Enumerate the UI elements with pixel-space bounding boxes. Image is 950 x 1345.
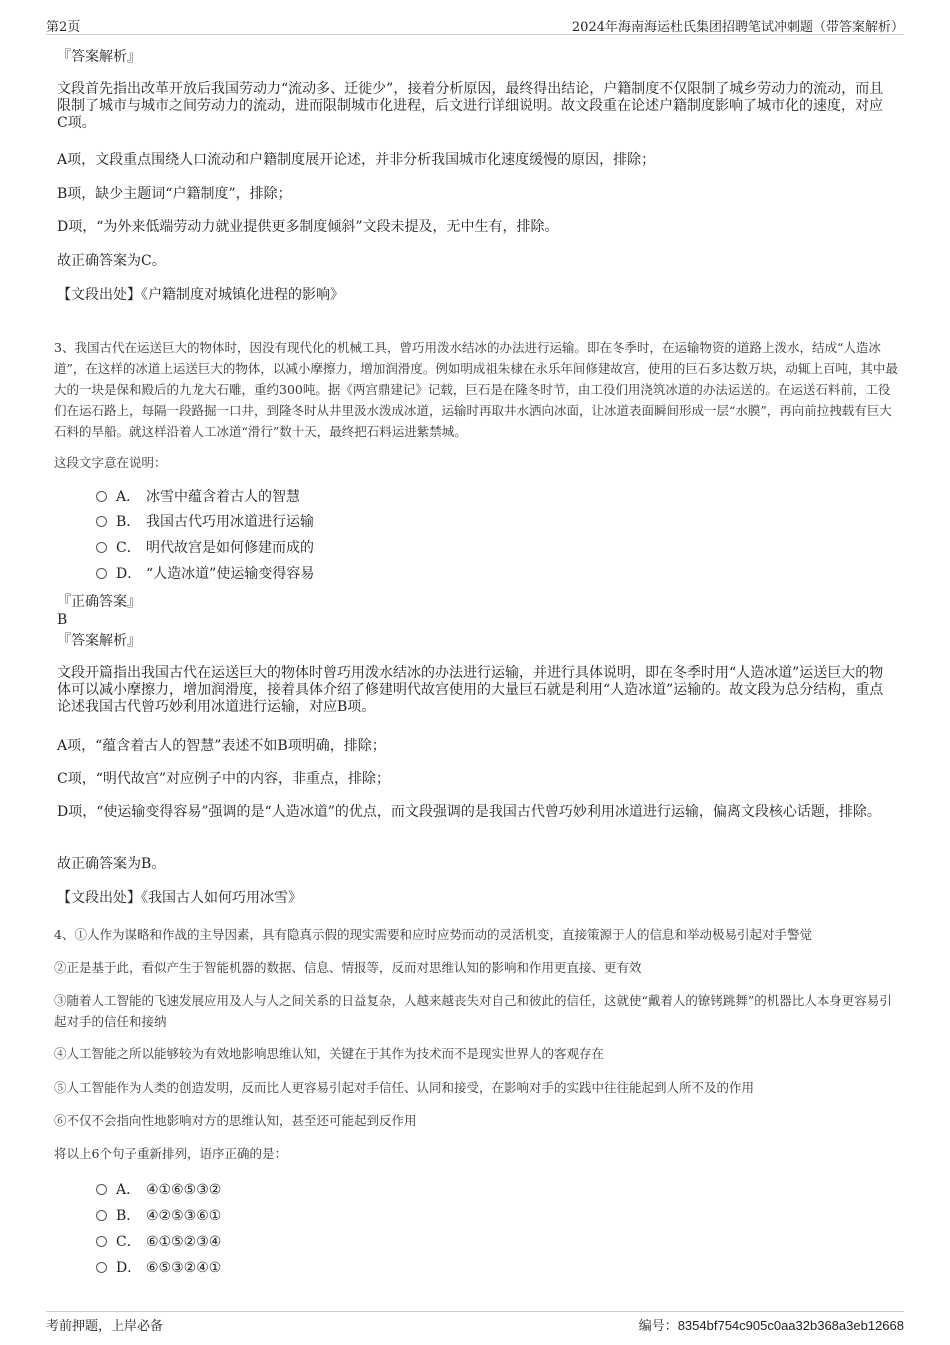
- q3-option-a-explanation: A项，“蕴含着古人的智慧”表述不如B项明确，排除；: [57, 738, 386, 754]
- page-header: [46, 14, 904, 35]
- document-code: 编号：8354bf754c905c0aa32b368a3eb12668: [638, 1318, 904, 1333]
- q3-analysis-label: 『答案解析』: [57, 633, 141, 649]
- radio-icon[interactable]: [96, 1236, 107, 1247]
- q3-correct-label: 『正确答案』: [57, 594, 141, 610]
- q4-option-c[interactable]: [96, 1234, 221, 1251]
- q2-option-d-explanation: D项，“为外来低端劳动力就业提供更多制度倾斜”文段未提及，无中生有，排除。: [57, 219, 559, 235]
- q4-option-d[interactable]: [96, 1260, 221, 1277]
- q3-prompt: 这段文字意在说明：: [54, 455, 167, 470]
- q3-option-c[interactable]: [96, 540, 314, 557]
- q4-sentence-6: ⑥不仅不会指向性地影响对方的思维认知，甚至还可能起到反作用: [54, 1113, 417, 1128]
- option-text: ⑥⑤③②④①: [146, 1260, 222, 1276]
- option-text: 明代故宫是如何修建而成的: [146, 540, 314, 556]
- q2-analysis-text: 文段首先指出改革开放后我国劳动力“流动多、迁徙少”，接着分析原因，最终得出结论，户籍制度不仅限制了城乡劳动力的流动，而且限制了城市与城市之间劳动力的流动，进而限制城市化进程，后文进行详细说明。故文段重在论述户籍制度影响了城市化的速度，对应C项。: [57, 81, 884, 131]
- q2-option-a-explanation: A项，文段重点围绕人口流动和户籍制度展开论述，并非分析我国城市化速度缓慢的原因，排除；: [57, 152, 656, 168]
- option-key: B．: [116, 514, 141, 530]
- option-text: 我国古代巧用冰道进行运输: [146, 514, 314, 530]
- q3-source: 【文段出处】《我国古人如何巧用冰雪》: [57, 890, 302, 906]
- q2-analysis-label: 『答案解析』: [57, 49, 141, 65]
- option-key: C．: [116, 540, 141, 556]
- q3-option-b[interactable]: [96, 514, 314, 531]
- q4-option-a[interactable]: [96, 1182, 221, 1199]
- radio-icon[interactable]: [96, 1262, 107, 1273]
- q3-analysis-text: 文段开篇指出我国古代在运送巨大的物体时曾巧用泼水结冰的办法进行运输，并进行具体说明，即在冬季时用“人造冰道”运送巨大的物体可以减小摩擦力，增加润滑度，接着具体介绍了修建明代故宫使用的大量巨石就是利用“人造冰道”运输的。故文段为总分结构，重点论述我国古代曾巧妙利用冰道进行运输，对应B项。: [57, 665, 884, 715]
- q3-option-d-explanation: D项，“使运输变得容易”强调的是“人造冰道”的优点，而文段强调的是我国古代曾巧妙利用冰道进行运输，偏离文段核心话题，排除。: [57, 804, 881, 820]
- q3-answer: 故正确答案为B。: [57, 856, 166, 872]
- q4-sentence-1: 4、①人作为谋略和作战的主导因素，具有隐真示假的现实需要和应时应势而动的灵活机变，直接策源于人的信息和举动极易引起对手警觉: [54, 927, 812, 942]
- radio-icon[interactable]: [96, 491, 107, 502]
- page-footer: [46, 1311, 904, 1334]
- radio-icon[interactable]: [96, 516, 107, 527]
- q4-prompt: 将以上6个句子重新排列，语序正确的是：: [54, 1146, 287, 1161]
- q4-option-b[interactable]: [96, 1208, 221, 1225]
- q2-option-b-explanation: B项，缺少主题词“户籍制度”，排除；: [57, 186, 292, 202]
- q4-sentence-5: ⑤人工智能作为人类的创造发明，反而比人更容易引起对手信任、认同和接受，在影响对手的实践中往往能起到人所不及的作用: [54, 1080, 755, 1095]
- q2-source: 【文段出处】《户籍制度对城镇化进程的影响》: [57, 287, 344, 303]
- option-text: ④②⑤③⑥①: [146, 1208, 222, 1224]
- q4-sentence-3: ③随着人工智能的飞速发展应用及人与人之间关系的日益复杂，人越来越丧失对自己和彼此的信任，这就使“戴着人的镣铐跳舞”的机器比人本身更容易引起对手的信任和接纳: [54, 993, 892, 1029]
- option-text: 冰雪中蕴含着古人的智慧: [146, 489, 300, 505]
- option-text: ④①⑥⑤③②: [146, 1182, 222, 1198]
- option-text: ⑥①⑤②③④: [146, 1234, 222, 1250]
- q3-option-c-explanation: C项，“明代故宫”对应例子中的内容，非重点，排除；: [57, 771, 391, 787]
- option-key: C．: [116, 1234, 141, 1250]
- option-text: “人造冰道”使运输变得容易: [146, 566, 315, 582]
- q3-option-d[interactable]: [96, 566, 314, 583]
- option-key: D．: [116, 1260, 142, 1276]
- q4-sentence-2: ②正是基于此，看似产生于智能机器的数据、信息、情报等，反而对思维认知的影响和作用更直接、更有效: [54, 960, 642, 975]
- option-key: A．: [116, 489, 141, 505]
- radio-icon[interactable]: [96, 568, 107, 579]
- option-key: A．: [116, 1182, 141, 1198]
- option-key: B．: [116, 1208, 141, 1224]
- q3-question-text: 3、我国古代在运送巨大的物体时，因没有现代化的机械工具，曾巧用泼水结冰的办法进行运输。即在冬季时，在运输物资的道路上泼水，结成“人造冰道”，在这样的冰道上运送巨大的物体，以减小摩擦力，增加润滑度。例如明成祖朱棣在永乐年间修建故宫，使用的巨石多达数万块，动辄上百吨，其中最大的一块是保和殿后的九龙大石雕，重约300吨。据《两宫鼎建记》记载，巨石是在隆冬时节，由工役们用浇筑冰道的办法运送的。在运送石料前，工役们在运石路上，每隔一段路掘一口井，到隆冬时从井里汲水泼成冰道，运输时再取井水洒向冰面，让冰道表面瞬间形成一层“水膜”，再向前拉拽载有巨大石料的旱船。就这样沿着人工冰道“滑行”数十天，最终把石料运进紫禁城。: [54, 340, 898, 439]
- q4-sentence-4: ④人工智能之所以能够较为有效地影响思维认知，关键在于其作为技术而不是现实世界人的客观存在: [54, 1046, 605, 1061]
- option-key: D．: [116, 566, 142, 582]
- radio-icon[interactable]: [96, 542, 107, 553]
- document-title: 2024年海南海运杜氏集团招聘笔试冲刺题（带答案解析）: [571, 20, 904, 35]
- q2-answer: 故正确答案为C。: [57, 253, 166, 269]
- radio-icon[interactable]: [96, 1210, 107, 1221]
- footer-slogan: 考前押题，上岸必备: [46, 1319, 164, 1334]
- page-number: 第2页: [46, 20, 81, 35]
- q3-option-a[interactable]: [96, 489, 300, 506]
- q3-correct-answer: B: [57, 612, 68, 628]
- radio-icon[interactable]: [96, 1184, 107, 1195]
